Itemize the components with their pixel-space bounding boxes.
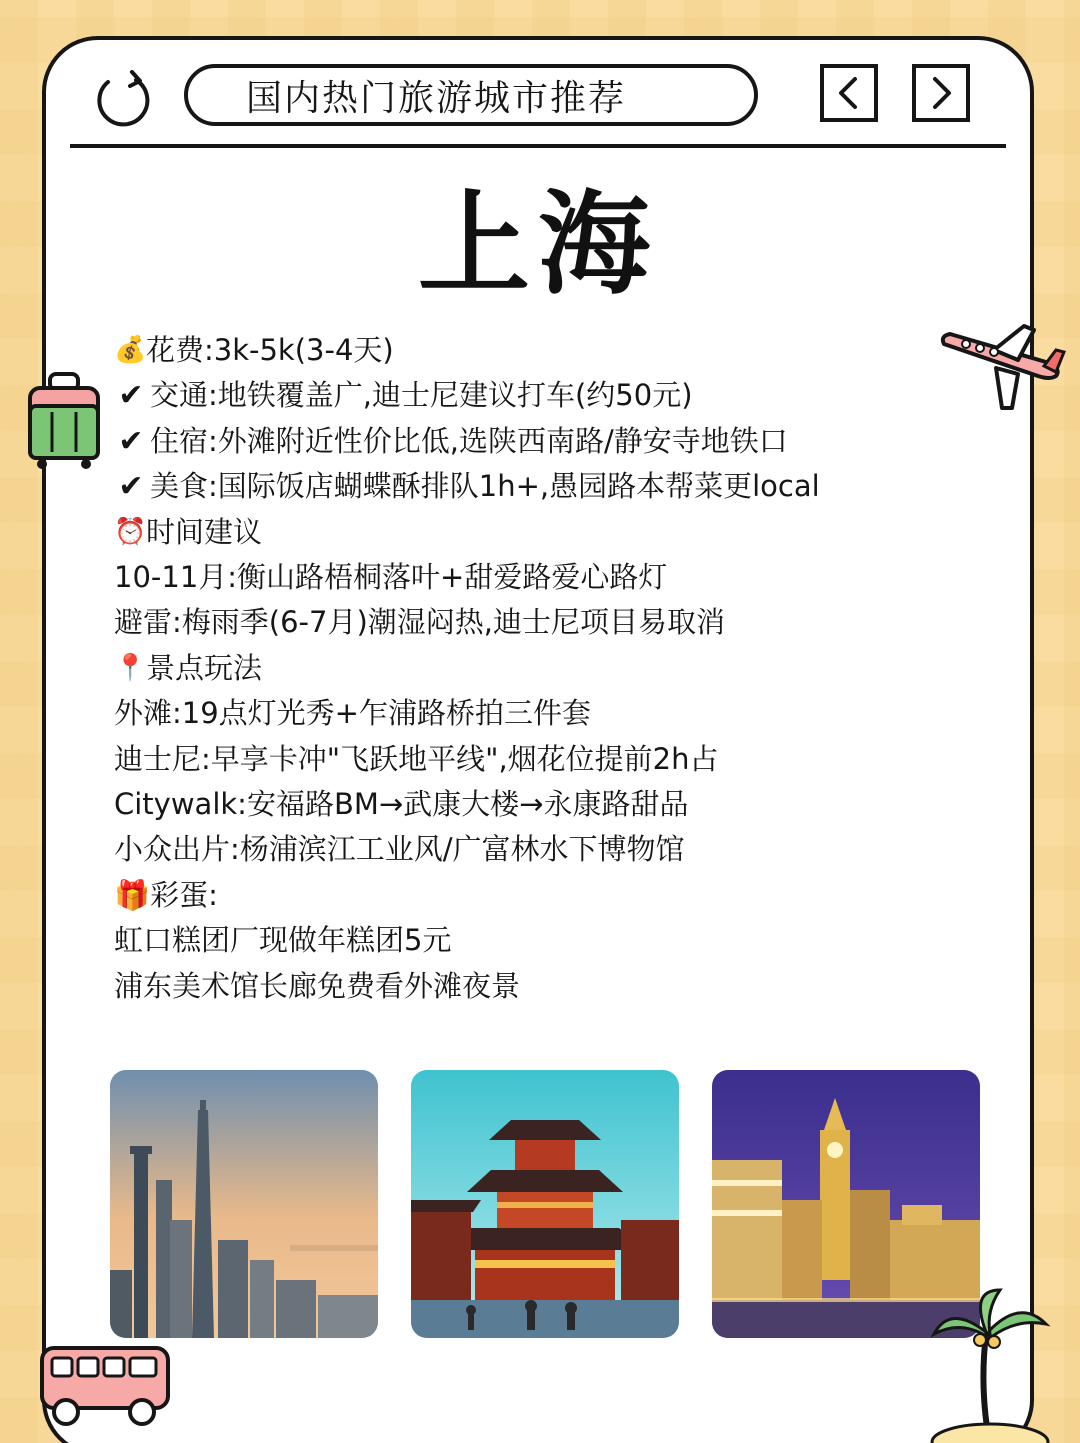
guide-line-text: 浦东美术馆长廊免费看外滩夜景 [114, 968, 521, 1003]
guide-line-text: 避雷:梅雨季(6-7月)潮湿闷热,迪士尼项目易取消 [114, 605, 725, 640]
header-divider [70, 144, 1006, 148]
guide-line-text: 🎁彩蛋: [114, 877, 218, 912]
guide-line-text: 虹口糕团厂现做年糕团5元 [114, 923, 452, 958]
guide-line-text: 交通:地铁覆盖广,迪士尼建议打车(约50元) [150, 378, 693, 413]
check-icon: ✔ [118, 469, 144, 505]
guide-line [114, 964, 914, 1009]
guide-line [114, 510, 914, 555]
guide-text [114, 328, 914, 1009]
guide-line-text: 住宿:外滩附近性价比低,选陕西南路/静安寺地铁口 [150, 423, 788, 458]
guide-line-text: Citywalk:安福路BM→武康大楼→永康路甜品 [114, 787, 689, 822]
guide-line-text: 小众出片:杨浦滨江工业风/广富林水下博物馆 [114, 832, 685, 867]
guide-line-text: 外滩:19点灯光秀+乍浦路桥拍三件套 [114, 696, 591, 731]
guide-line [114, 918, 914, 963]
bus-icon [38, 1344, 174, 1434]
check-icon: ✔ [118, 423, 144, 459]
photo-row [110, 1070, 984, 1338]
suitcase-icon [26, 372, 102, 476]
alarm-clock-icon: ⏰ [114, 516, 147, 547]
poster-card [42, 36, 1034, 1443]
guide-line [114, 691, 914, 736]
guide-line [114, 646, 914, 691]
prev-button[interactable] [820, 64, 878, 122]
guide-line-text: 迪士尼:早享卡冲"飞跃地平线",烟花位提前2h占 [114, 741, 719, 776]
palm-tree-icon [930, 1284, 1050, 1443]
photo-yuyuan-garden [411, 1070, 679, 1338]
pin-icon: 📍 [114, 652, 147, 683]
refresh-back-icon[interactable] [86, 62, 158, 134]
city-title: 上海 [418, 180, 658, 310]
guide-line-text: 花费:3k-5k(3-4天) [146, 333, 394, 367]
next-button[interactable] [912, 64, 970, 122]
photo-lujiazui-skyline [110, 1070, 378, 1338]
guide-line [114, 419, 914, 464]
chevron-left-icon [829, 73, 869, 113]
page-title: 国内热门旅游城市推荐 [184, 64, 758, 126]
airplane-icon [938, 322, 1066, 418]
guide-line-text: 时间建议 [146, 514, 263, 549]
guide-line [114, 827, 914, 872]
guide-line [114, 373, 914, 418]
guide-line [114, 600, 914, 645]
guide-line [114, 873, 914, 918]
guide-line [114, 328, 914, 373]
check-icon: ✔ [118, 378, 144, 414]
guide-line-text: 10-11月:衡山路梧桐落叶+甜爱路爱心路灯 [114, 560, 668, 595]
money-bag-icon: 💰 [114, 335, 147, 365]
guide-line [114, 782, 914, 827]
guide-line-text: 景点玩法 [146, 650, 263, 685]
guide-line [114, 737, 914, 782]
chevron-right-icon [921, 73, 961, 113]
guide-line [114, 464, 914, 509]
header-bar [46, 40, 1030, 190]
guide-line [114, 555, 914, 600]
guide-line-text: 美食:国际饭店蝴蝶酥排队1h+,愚园路本帮菜更local [150, 469, 820, 504]
